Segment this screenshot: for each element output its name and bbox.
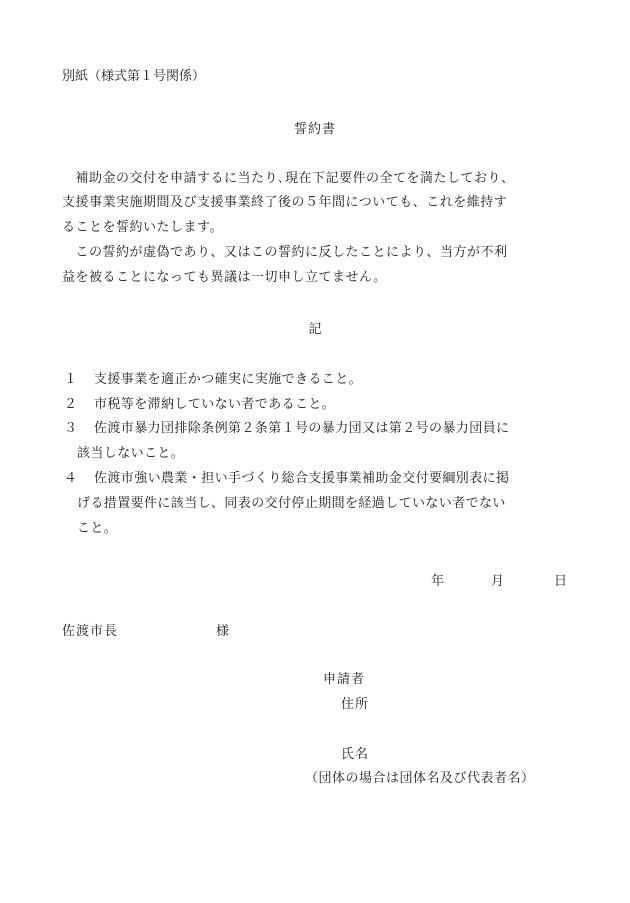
address-label: 住所 bbox=[341, 697, 370, 712]
date-year-label: 年 bbox=[431, 574, 445, 589]
item-text-continued: げる措置要件に該当し、同表の交付停止期間を経過していない者でない bbox=[77, 496, 506, 511]
item-text: 佐渡市暴力団排除条例第２条第１号の暴力団又は第２号の暴力団員に bbox=[94, 421, 510, 436]
applicant-label: 申請者 bbox=[323, 672, 366, 687]
paragraph-line: ることを誓約いたします。 bbox=[62, 220, 223, 235]
ki-heading: 記 bbox=[308, 322, 322, 337]
item-text: 佐渡市強い農業・担い手づくり総合支援事業補助金交付要綱別表に掲 bbox=[94, 471, 510, 486]
paragraph-line: 補助金の交付を申請するに当たり､現在下記要件の全てを満たしており、 bbox=[62, 171, 515, 186]
reference-label: 別紙（様式第１号関係） bbox=[62, 69, 206, 84]
name-label: 氏名 bbox=[341, 747, 370, 762]
paragraph-line: 益を被ることになっても異議は一切申し立てません。 bbox=[62, 270, 387, 285]
item-number: ３ bbox=[64, 421, 78, 436]
paragraph-line: この誓約が虚偽であり、又はこの誓約に反したことにより、当方が不利 bbox=[62, 245, 508, 260]
item-number: １ bbox=[64, 372, 78, 387]
item-text: 支援事業を適正かつ確実に実施できること。 bbox=[94, 372, 363, 387]
item-text-continued: 該当しないこと。 bbox=[77, 446, 185, 461]
date-month-label: 月 bbox=[491, 574, 505, 589]
item-number: ２ bbox=[64, 397, 78, 412]
item-text: 市税等を滞納していない者であること。 bbox=[94, 397, 336, 412]
item-number: ４ bbox=[64, 471, 78, 486]
addressee-honorific: 様 bbox=[216, 624, 230, 639]
document-title: 誓約書 bbox=[293, 122, 336, 137]
paragraph-line: 支援事業実施期間及び支援事業終了後の５年間についても、これを維持す bbox=[62, 195, 508, 210]
date-day-label: 日 bbox=[554, 574, 568, 589]
item-text-continued: こと。 bbox=[77, 521, 118, 536]
addressee-name: 佐渡市長 bbox=[62, 624, 119, 639]
organization-note: （団体の場合は団体名及び代表者名） bbox=[305, 771, 535, 786]
